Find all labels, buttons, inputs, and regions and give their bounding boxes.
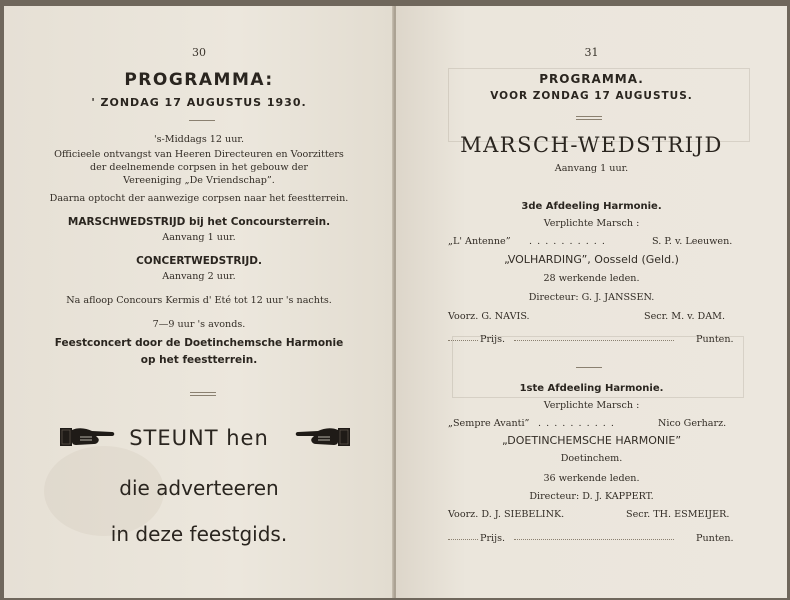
prize-leader [448,539,478,540]
programma-title-right: PROGRAMMA. [539,72,644,86]
band-town: Doetinchem. [560,453,623,464]
march-piece: „Sempre Avanti” [448,418,530,429]
points-leader [514,340,674,341]
middags-line: 's-Middags 12 uur. [153,134,244,145]
composer: Nico Gerharz. [658,418,727,429]
chairman: Voorz. D. J. SIEBELINK. [448,509,565,520]
points-label: Punten. [696,334,734,345]
page-number-right: 31 [584,46,599,59]
concertwedstrijd-line: CONCERTWEDSTRIJD. [136,255,262,267]
march-piece: „L' Antenne” [448,236,511,247]
page-number-left: 30 [192,46,206,59]
programma-title-left: PROGRAMMA: [124,70,274,90]
composer: S. P. v. Leeuwen. [652,236,733,247]
programma-subtitle: VOOR ZONDAG 17 AUGUSTUS. [490,90,693,102]
left-page [4,6,394,598]
slogan-line-1: STEUNT hen [129,426,269,450]
member-count: 36 werkende leden. [543,473,640,484]
prize-label: Prijs. [480,334,506,345]
concert-time: Aanvang 2 uur. [162,271,236,282]
director: Directeur: D. J. KAPPERT. [529,491,654,502]
right-page [396,6,787,598]
points-leader [514,539,674,540]
pointing-hand-left-icon [294,424,352,450]
ontvangst-line-2: der deelnemende corpsen in het gebouw der [89,162,309,173]
marsch-wedstrijd-heading: MARSCH-WEDSTRIJD [460,133,723,157]
division-heading: 3de Afdeeling Harmonie. [521,201,662,212]
avond-line: 7—9 uur 's avonds. [152,319,246,330]
feestconcert-line-1: Feestconcert door de Doetinchemsche Harmonie [54,337,344,349]
optocht-line: Daarna optocht der aanwezige corpsen naar het feestterrein. [49,193,349,204]
feestconcert-line-2: op het feestterrein. [140,354,258,366]
prize-label: Prijs. [480,533,506,544]
divider [189,120,215,121]
band-name: „DOETINCHEMSCHE HARMONIE” [501,434,682,447]
ontvangst-line-3: Vereeniging „De Vriendschap”. [123,175,275,186]
leader-dots: . . . . . . . . . . [529,236,606,247]
date-line: ' ZONDAG 17 AUGUSTUS 1930. [91,96,307,109]
divider [576,367,602,368]
division-heading: 1ste Afdeeling Harmonie. [519,383,664,394]
director: Directeur: G. J. JANSSEN. [528,292,655,303]
marschwedstrijd-line: MARSCHWEDSTRIJD bij het Concoursterrein. [67,216,331,228]
band-name: „VOLHARDING”, Oosseld (Geld.) [504,253,679,266]
kermis-line: Na afloop Concours Kermis d' Eté tot 12 uur 's nachts. [66,295,332,306]
slogan-line-2: die adverteeren [119,476,279,500]
member-count: 28 werkende leden. [543,273,640,284]
points-label: Punten. [696,533,734,544]
secretary: Secr. M. v. DAM. [644,311,726,322]
main-start-time: Aanvang 1 uur. [554,163,629,174]
ontvangst-line-1: Officieele ontvangst van Heeren Directeuren en Voorzitters [54,149,344,160]
chairman: Voorz. G. NAVIS. [448,311,530,322]
prize-leader [448,340,478,341]
leader-dots: . . . . . . . . . . [538,418,615,429]
compulsory-march: Verplichte Marsch : [543,218,640,229]
compulsory-march: Verplichte Marsch : [543,400,640,411]
marsch-time: Aanvang 1 uur. [162,232,236,243]
divider [576,116,602,120]
divider [190,392,216,396]
secretary: Secr. TH. ESMEIJER. [626,509,730,520]
slogan-line-3: in deze feestgids. [110,522,288,546]
